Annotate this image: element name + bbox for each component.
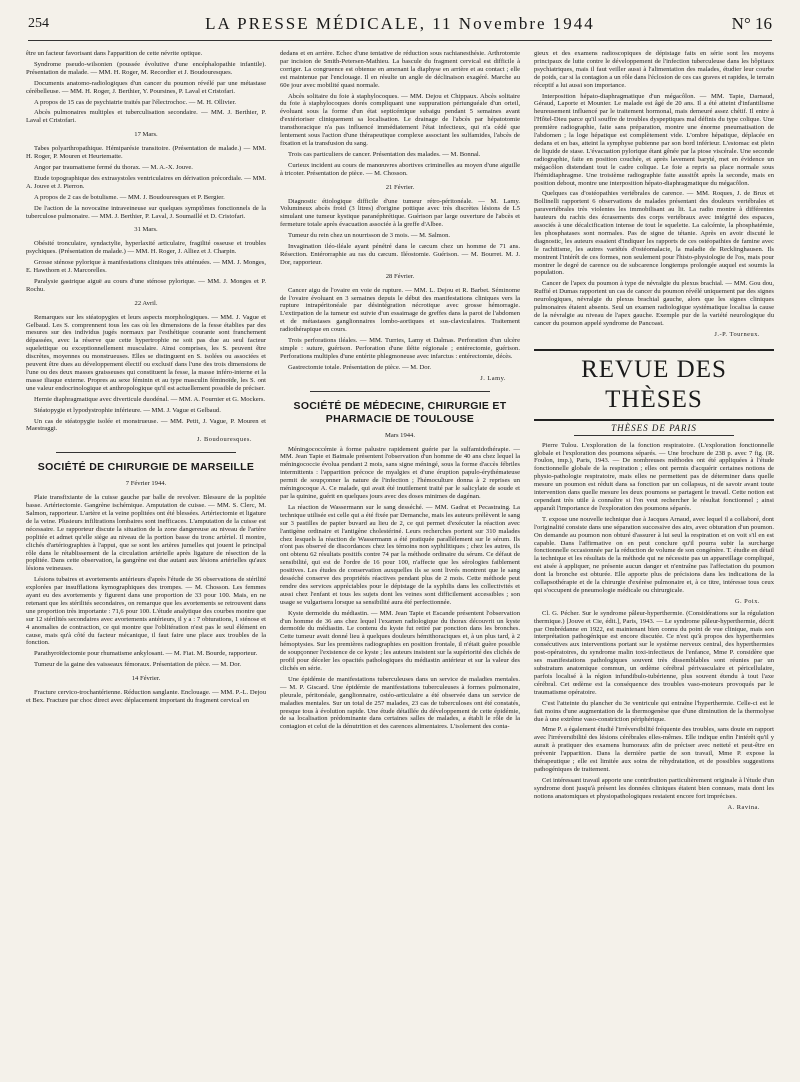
paragraph: Cancer de l'apex du poumon à type de névralgie du plexus brachial. — MM. Gou dou, Ruffié et Dumas rapportent un cas de cancer du poumon révélé uniquement par des signes neurologiques, névralgie du plexus brachial gauche, alors que les signes cliniques pulmonaires étaient absents. Seul un examen radiologique systématique localisa la cause de la névralgie au niveau de l'apex gauche. Exemple pur de la variété neurologique du cancer du poumon appelé syndrome de Pancoast. bbox=[534, 280, 774, 327]
paragraph: Mme P. a également étudié l'irréversibilité fréquente des troubles, sans doute en rapport avec l'irréversibilité des lésions cérébrales elles-mêmes. Elle indique enfin l'intérêt qu'il y aurait à pratiquer des examens humoraux afin de préciser avec netteté et peut-être en prévenir l'apparition. Dans la dernière partie de son travail, Mme P. expose la thérapeutique ; elle est limitée aux soins de réhydratation, et de possibles suggestions pathogéniques de traitement. bbox=[534, 726, 774, 773]
society-heading: SOCIÉTÉ DE CHIRURGIE DE MARSEILLE bbox=[37, 461, 255, 474]
column-left bbox=[26, 50, 266, 708]
paragraph: Tumeur du rein chez un nourrisson de 3 mois. — M. Salmon. bbox=[288, 232, 451, 240]
paragraph: Parathyroïdectomie pour rhumatisme ankylosant. — M. Fiat. M. Bourde, rapporteur. bbox=[34, 650, 258, 658]
paragraph: Stéatopygie et lypodystrophie inférieure. — MM. J. Vague et Gelbaud. bbox=[34, 406, 221, 414]
paragraph: De l'action de la novocaïne intraveineuse sur quelques symptômes fonctionnels de la tuberculose pulmonaire. — MM. J. Berthier, P. Laval, J. Soumaillé et D. Cristofari. bbox=[26, 204, 266, 220]
paragraph: Abcès pulmonaires multiples et tuberculisation secondaire. — MM. J. Berthier, P. Laval et Cristofari. bbox=[26, 109, 266, 125]
session-date: 28 Février. bbox=[385, 272, 415, 280]
paragraph: Gastrectomie totale. Présentation de pièce. — M. Dor. bbox=[288, 363, 432, 371]
paragraph: Interposition hépato-diaphragmatique d'un mégacôlon. — MM. Tapie, Darnaud, Géraud, Laporte et Mounier. Le malade est âgé de 20 ans. Il a été atteint d'infantilisme heureusement influencé par le traitement hormonal, mais demeuré assez chétif. Il entre à l'Hôtel-Dieu parce qu'il souffre de troubles dyspeptiques mal définis du type colique. Une première radiographie, faite sans préparation, montre une énorme pneumatisation de l'abdomen ; la loge hépatique est complètement vide. L'ombre hépatique, déplacée en dedans et en bas, atteint la symphyse pubienne par son bord inférieur. L'estomac est plein de liquide de stase. L'évacuation pylorique étant gênée par la ptose viscérale. Une seconde radiographie, faite en position couchée, et après lavement baryté, met en évidence un mégacôlon distendant tout le cadre colique. Le foie a repris sa place normale sous l'hémidiaphragme. Une troisième radiographie faite aussitôt après la seconde, mais en position debout, montre une interposition hépato-diaphragmatique du mégacôlon. bbox=[534, 92, 774, 187]
paragraph: Cl. G. Pécher. Sur le syndrome pâleur-hyperthermie. (Considérations sur la régulation thermique.) [Jouve et Cie, édit.], Paris, 1943. — Le syndrome pâleur-hyperthermie, décrit par Ombrédanne en 1922, est maintenant bien connu du point de vue clinique, mais son interprétation pathogénique est encore discutée. Ce n'est qu'à propos des hyperthermies consécutives aux interventions portant sur le système nerveux central, des hyperthermies post-opératoires, du syndrome malin toxi-infectieux de l'enfance, Mme P. considère que ses manifestations pathologiques souvent très dissemblables sont réunies par un substratum anatomique commun, un œdème cérébral périvasculaire et péricellulaire, parfois localisé à la région infundibulo-tubérienne, plus souvent étendu à tout l'axe cérébral. Cet œdème est la conséquence des troubles vaso-moteurs provoqués par le traumatisme opératoire. bbox=[534, 609, 774, 696]
paragraph: A propos de 2 cas de botulisme. — MM. J. Boudouresques et P. Bergier. bbox=[34, 193, 225, 201]
paragraph: Hernie diaphragmatique avec diverticule duodénal. — MM. A. Fournier et G. Mockers. bbox=[34, 395, 266, 403]
paragraph: Paralysie gastrique aiguë au cours d'une sténose pylorique. — MM. J. Monges et P. Rochu. bbox=[26, 277, 266, 293]
paragraph: T. expose une nouvelle technique due à Jacques Arnaud, avec lequel il a collaboré, dont l'originalité consiste dans une séparation successive des airs, avec obturation d'un poumon. On demande au poumon non obturé d'assurer à lui seul la respiration et on voit s'il en est capable. Dans l'affirmative on en peut conclure qu'il pourra subir la surcharge fonctionnelle occasionnée par la réduction de volume de son congénère. T. étudie en détail la technique et les résultats de la méthode qui ne nécessite pas un appareillage compliqué, est aisée à appliquer, ne présente aucun danger et n'entraîne pas l'affectation du poumon dont la bronche est obturée. Elle apporte plus de précisions dans les indications de la collapsothérapie et de la chirurgie d'exérèse pulmonaire et, à ce titre, intéresse tous ceux qui s'occupent de pneumologie médicale ou chirurgicale. bbox=[534, 515, 774, 594]
column-right bbox=[534, 50, 774, 816]
paragraph: Fracture cervico-trochantérienne. Réduction sanglante. Enclouage. — MM. P.-L. Dejou et Bex. Fracture par choc direct avec déplacement important du fragment cervical en bbox=[26, 689, 266, 704]
session-date: 22 Avril. bbox=[134, 299, 158, 307]
paragraph: Quelques cas d'ostéopathies vertébrales de carence. — MM. Roques, J. de Brux et Bollinelli rapportent 6 observations de malades présentant des douleurs vertébrales et paravertébrales très violentes les immobilisant au lit. La radio montre à différentes hauteurs du rachis des écrasements des corps vertébraux avec intégrité des espaces, associés à une décalcification intense de tout le squelette. La calcémie, la phosphatémie, les phosphatases sont normales. Pas de signe de tétanie. Après en avoir discuté le diagnostic, les auteurs essaient d'indiquer les rapports de ces ostéopathies de famine avec le rachitisme, les autres variétés d'ostéomalacie, la maladie de Recklinghausen. Ils montrent l'intérêt de ces formes, non seulement pour l'histo-physiologie de l'os, mais pour montrer le degré de carence ou de subcarence longtemps prolongée auquel est soumis la population. bbox=[534, 190, 774, 277]
society-heading: SOCIÉTÉ DE MÉDECINE, CHIRURGIE ET PHARMACIE DE TOULOUSE bbox=[293, 399, 507, 425]
paragraph: dedans et en arrière. Echec d'une tentative de réduction sous rachianesthésie. Arthrotomie par incision de Smith-Petersen-Mathieu. La bascule du fragment cervical est difficile à corriger. La congruence est obtenue en amenant la diaphyse en arrière et au contact ; elle est maintenue par l'enclouage. Il en résulte un angle de déclinaison exagéré. Marche au 60e jour avec mobilité quasi normale. bbox=[280, 50, 520, 89]
section-heading: REVUE DES THÈSES bbox=[534, 349, 774, 421]
author-signature: A. Ravina. bbox=[727, 803, 760, 811]
paragraph: Pierre Tulou. L'exploration de la fonction respiratoire. (L'exploration fonctionnelle globale et l'exploration des poumons séparés. — Une brochure de 238 p. avec 7 fig. (R. Foulon, imp.), Paris, 1943. — De nombreuses méthodes ont été appliquées à l'étude fonctionnelle globale de la respiration ; elles ont permis d'acquérir certaines notions de physio-pathologie respiratoire, mais elles ne permettent pas de déterminer dans quelle mesure un poumon est réduit dans sa fonction par un collapsus, ni de savoir avant toute intervention dans quelle mesure les deux poumons se partagent le travail. Cette notion est cependant très utile à connaître si l'on veut rechercher le résultat fonctionnel ; ainsi apparaît l'importance de l'exploration des poumons séparés. bbox=[534, 441, 774, 512]
paragraph: Grosse sténose pylorique à manifestations cliniques très atténuées. — MM. J. Monges, E. Hawthorn et J. Marcorelles. bbox=[26, 259, 266, 275]
session-date: 21 Février. bbox=[385, 183, 415, 191]
paragraph: Tabes polyarthropathique. Hémiparésie transitoire. (Présentation de malade.) — MM. H. Roger, P. Mouren et Heurtematte. bbox=[26, 145, 266, 161]
paragraph: Plaie transfixiante de la cuisse gauche par balle de revolver. Blessure de la poplitée basse. Artériectomie. Gangrène ischémique. Amputation de cuisse. — MM. S. Clerc, M. Salmon, rapporteur. L'artère et la veine poplitées ont été blessées. Artériectomie et ligature de la veine. Plusieurs infiltrations lombaires sont inefficaces. L'amputation de la cuisse est nécessaire. Le rapporteur discute la situation de la zone dangereuse au niveau de l'artère poplitée et admet qu'elle siège au niveau de la portion basse du tronc artériel. Il montre, clichés d'artériographies à l'appui, que se sont les artères jumelles qui jouent le principal rôle dans le rétablissement de la circulation artérielle après ligature de résection de la poplitée. Dans cette observation, la gangrène est due autant aux lésions artérielles qu'aux lésions veineuses. bbox=[26, 494, 266, 573]
paragraph: Angor par traumatisme fermé du thorax. — M. A.-X. Jouve. bbox=[34, 163, 193, 171]
journal-title: LA PRESSE MÉDICALE, 11 Novembre 1944 bbox=[205, 14, 595, 33]
paragraph: Tumeur de la gaine des vaisseaux fémoraux. Présentation de pièce. — M. Dor. bbox=[34, 661, 242, 669]
paragraph: Méningococcémie à forme palustre rapidement guérie par la sulfamidothérapie. — MM. Jean Tapie et Batmale présentent l'observation d'un homme de 40 ans chez lequel la méningococcie évolua pendant 2 mois, sans signe méningé, sous la forme d'accès fébriles intermittents : l'apparition précoce de myalgies et d'une éruption papulo-érythémateuse permit de soupçonner la nature de l'infection ; l'hémoculture donna à 2 reprises un méningocoque A. Ce malade, qui avait été inutilement traité par le salicylate de soude et par la quinine, guérit en quelques jours avec des doses minimes de dagénan. bbox=[280, 445, 520, 500]
paragraph: A propos de 15 cas de psychiatrie traités par l'électrochoc. — M. H. Ollivier. bbox=[34, 98, 237, 106]
paragraph: Une épidémie de manifestations tuberculeuses dans un service de maladies mentales. — M. P. Giscard. Une épidémie de manifestations tuberculeuses à formes pulmonaire, pleurale, péritonéale, ganglionnaire, ostéo-articulaire a été observée dans un service de maladies mentales. Sur un total de 257 malades, 23 cas de tuberculoses ont été constatés, presque tous à évolution rapide. Une étude détaillée du développement de cette épidémie, de sa localisation prédominante dans certaines salles de malades, a établi le rôle de la contagion et celui de la dénutrition et des carences alimentaires. L'isolement des conta- bbox=[280, 675, 520, 731]
paragraph: Trois perforations iléales. — MM. Turries, Lamy et Dalmas. Perforation d'un ulcère simple : suture, guérison. Perforation d'une iléite régionale ; entérectomie, guérison. Perforations multiples d'une entérite phlegmoneuse avec infarctus : entérectomie, décès. bbox=[280, 337, 520, 360]
paragraph: Documents anatomo-radiologiques d'un cancer du poumon révélé par une métastase cérébelleuse. — MM. H. Roger, J. Berthier, Y. Poursines, P. Laval et Cristofari. bbox=[26, 79, 266, 95]
paragraph: Diagnostic étiologique difficile d'une tumeur rétro-péritonéale. — M. Lamy. Volumineux abcès froid (3 litres) d'origine pottique avec très discrètes lésions de L5 simulant une tumeur kystique paranéphrétique. Guérison par large ouverture de l'abcès et fermeture totale après évacuation associée à la greffe d'Albee. bbox=[280, 197, 520, 229]
session-date: 14 Février. bbox=[131, 675, 161, 683]
paragraph: Lésions tubaires et avortements antérieurs d'après l'étude de 36 observations de stérilité explorées par insufflations kymographiques des trompes. — M. Chosson. Les femmes ayant eu des avortements y figurent dans une proportion de 33 pour 100. Mais, en ne retenant que les stérilités secondaires, on remarque que les avortements se retrouvent dans une proportion très importante : 71,6 pour 100. L'étude analytique des courbes montre que sur 12 stérilités secondaires avec avortements antérieurs, il y a : 7 obturations, 1 sténose et 4 anomalies de contraction, ce qui montre que l'oblitération n'est pas le seul élément en cause, mais qu'à côté du facteur mécanique, il faut faire une place aux troubles de la fonction. bbox=[26, 576, 266, 647]
divider bbox=[56, 452, 236, 453]
paragraph: Etude topographique des extrasystoles ventriculaires en dérivation précordiale. — MM. A. Jouve et J. Pierron. bbox=[26, 174, 266, 190]
paragraph: Abcès solitaire du foie à staphylocoques. — MM. Dejou et Chippaux. Abcès solitaire du foie à staphylocoques dorés compliquant une suppuration périunguéale d'un orteil, évoluant sous la forme d'un état septicémique subaigu pendant 5 semaines avant d'extérioriser cliniquement sa localisation. Le drainage de l'abcès par hépatotomie transthoracique n'a pas influencé immédiatement l'état infectieux, qui n'a cédé que lentement sous l'action d'une thérapeutique complexe associant les sulfamides, l'abcès de fixation et la transfusion du sang. bbox=[280, 92, 520, 147]
session-date: 17 Mars. bbox=[134, 131, 158, 139]
page-header bbox=[28, 14, 772, 41]
paragraph: être un facteur favorisant dans l'apparition de cette névrite optique. bbox=[26, 50, 203, 57]
paragraph: C'est l'atteinte du plancher du 3e ventricule qui entraîne l'hyperthermie. Celle-ci est le fait moins d'une augmentation de la thermogenèse que d'une diminution de la thermolyse due à une extrême vaso-constriction périphérique. bbox=[534, 699, 774, 723]
paragraph: gieux et des examens radioscopiques de dépistage faits en série sont les moyens principaux de lutte contre le développement de l'infection tuberculeuse dans les hôpitaux psychiatriques, mais il faut veiller aussi à l'alimentation des malades, étudier leur courbe de poids, car si la contagion a un rôle dans l'éclosion de ces cas graves et rapides, le terrain réceptif a lui aussi son importance. bbox=[534, 50, 774, 89]
column-middle bbox=[280, 50, 520, 734]
paragraph: Invagination iléo-iléale ayant pénétré dans le cæcum chez un homme de 71 ans. Résection. Entérorraphie au ras du cæcum. Iléostomie. Guérison. — M. Bourret. M. J. Dor, rapporteur. bbox=[280, 243, 520, 266]
author-signature: G. Poix. bbox=[734, 597, 760, 605]
paragraph: Remarques sur les stéatopygies et leurs aspects morphologiques. — MM. J. Vague et Gelbaud. Les S. comprennent tous les cas où les dimensions de la fesse établies par des mesures sur des individus jugés normaux par l'esthétique courante sont franchement dépassées, avec la réserve que cette hypertrophie ne soit pas due au seul facteur squelettique ou exceptionnellement musculaire. Ainsi comprises, les S. peuvent être discrètes, moyennes ou monstrueuses. Elles se distinguent en S. isolées ou associées et peuvent être dues au développement électif ou exclusif dans l'une des trois dimensions de l'une ou des deux masses graisseuses qui constituent la fesse, la masse inféro-interne et la masse iliaque externe. Propres au sexe féminin et au type masculin féminoïde, les S. ont une valeur endocrinologique et anthropologique qu'il est actuellement possible de préciser. bbox=[26, 313, 266, 392]
paragraph: Curieux incident au cours de manœuvres abortives criminelles au moyen d'une aiguille à tricoter. Présentation de pièce. — M. Chosson. bbox=[280, 161, 520, 177]
paragraph: Kyste dermoïde du médiastin. — MM. Jean Tapie et Escande présentent l'observation d'un homme de 36 ans chez lequel l'examen radiologique du thorax découvrit un kyste dermoïde du médiastin. Le contenu du kyste fut retiré par ponction dans les bronches. Cette tumeur avait donné lieu à quelques douleurs hémithoraciques et, à un plus tard, à 2 hémoptysies. Sur les premières radiographies en position frontale, il n'était guère possible de soupçonner l'existence de ce kyste ; les auteurs insistent sur la supériorité des clichés de profil pour déceler les opacités pathologiques du médiastin antérieur et sur la valeur des clichés en série. bbox=[280, 609, 520, 672]
author-signature: J. Lamy. bbox=[480, 374, 506, 382]
session-date: Mars 1944. bbox=[384, 431, 416, 439]
author-signature: J. Boudouresques. bbox=[196, 436, 252, 444]
page-number: 254 bbox=[28, 16, 49, 31]
subsection-heading: THÈSES DE PARIS bbox=[574, 425, 734, 436]
divider bbox=[310, 391, 490, 392]
paragraph: Cet intéressant travail apporte une contribution particulièrement originale à l'étude d'un syndrome dont jusqu'à présent les données cliniques étaient bien connues, mais dont les notions anatomiques et physiopathologiques restaient encore fort imprécises. bbox=[534, 776, 774, 800]
session-date: 31 Mars. bbox=[134, 226, 158, 234]
paragraph: La réaction de Wassermann sur le sang desséché. — MM. Gadrat et Pecastraing. La technique utilisée est celle qui a été fixée par Demanche, mais les auteurs prélèvent le sang sur 3 pastilles de papier buvard au lieu de 2, ce qui permet d'exécuter la réaction avec l'antigène ordinaire et l'antigène cholestériné. Leurs recherches portent sur 310 malades chez lesquels la réaction de Wassermann a été pratiquée parallèlement sur le sérum. Ils n'ont pas observé de discordances chez les témoins non syphilitiques ; chez les autres, ils ont obtenu 62 résultats positifs contre 74 par la méthode ordinaire du sérum. Ce défaut de sensibilité, qui est de l'ordre de 16 pour 100, n'affecte que les sérologies faiblement positives. Les études de conservation auxquelles ils se sont livrés montrent que le sang desséché conserve des propriétés réactives pendant plus de 2 mois. Cette méthode peut rendre des services appréciables pour le dépistage de la syphilis dans les collectivités et aussi chez l'enfant et tous les sujets dont les veines sont difficilement accessibles ; son usage se vulgarisera lorsque sa sensibilité aura été perfectionnée. bbox=[280, 503, 520, 606]
paragraph: Cancer aigu de l'ovaire en voie de rupture. — MM. L. Dejou et R. Barbet. Séminome de l'ovaire évoluant en 3 semaines depuis le début des manifestations cliniques vers la rupture intrapéritonéale par désintégration nécrotique avec grosse hémorragie. L'extirpation de la tumeur est suivie d'un essaimage de greffes dans la paroi de l'abdomen et de métastases ganglionnaires lombo-aortiques et sus-claviculaires. Traitement radiothérapique en cours. bbox=[280, 286, 520, 334]
session-date: 7 Février 1944. bbox=[125, 480, 167, 488]
author-signature: J.-P. Tourneux. bbox=[714, 330, 760, 338]
paragraph: Trois cas particuliers de cancer. Présentation des malades. — M. Bonnal. bbox=[288, 150, 481, 158]
issue-number: N° 16 bbox=[731, 14, 772, 33]
paragraph: Un cas de stéatopygie isolée et monstrueuse. — MM. Petit, J. Vague, P. Mouren et Maestraggi. bbox=[26, 417, 266, 433]
paragraph: Syndrome pseudo-wilsonien (poussée évolutive d'une encéphalopathie infantile). Présentation de malade. — MM. H. Roger, M. Recordier et J. Boudouresques. bbox=[26, 60, 266, 76]
paragraph: Obésité tronculaire, syndactylie, hyperlaxité articulaire, fragilité osseuse et troubles psychiques. (Présentation de malade.) — MM. H. Roger, J. Alliez et J. Charpin. bbox=[26, 240, 266, 256]
